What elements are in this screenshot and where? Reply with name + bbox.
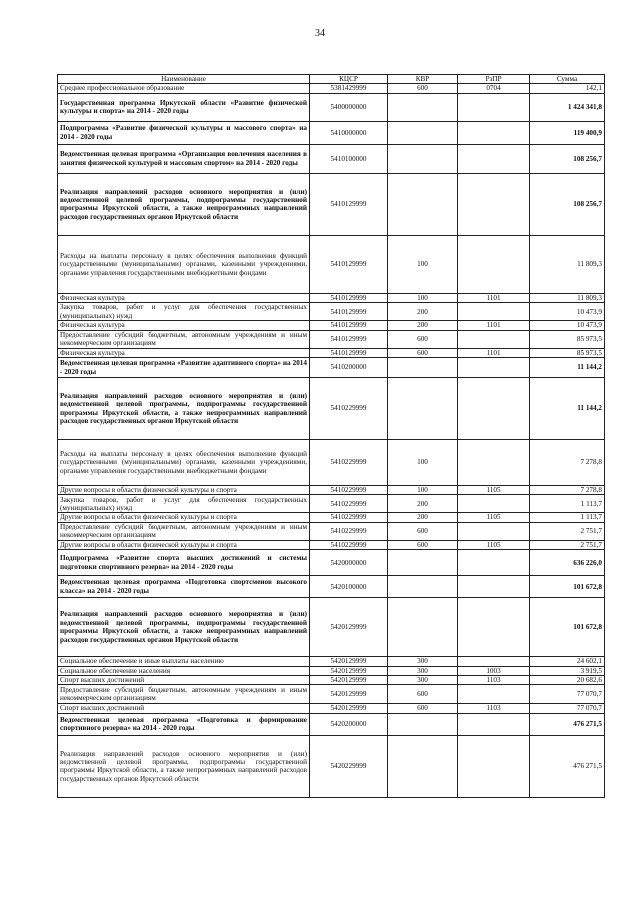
- row-kvr: [388, 358, 458, 378]
- row-rzpr: [458, 657, 530, 666]
- row-name: Физическая культура: [58, 293, 310, 302]
- row-name: Подпрограмма «Развитие спорта высших достижений и системы подготовки спортивного резерва» на 2014 - 2020 годы: [58, 550, 310, 576]
- header-kvr: КВР: [388, 75, 458, 84]
- row-rzpr: 1105: [458, 540, 530, 549]
- row-kcsr: 5410229999: [310, 378, 388, 440]
- row-name: Закупка товаров, работ и услуг для обеспечения государственных (муниципальных) нужд: [58, 495, 310, 513]
- row-rzpr: 0704: [458, 84, 530, 93]
- table-row: [58, 235, 605, 293]
- header-rzpr: РзПР: [458, 75, 530, 84]
- row-kcsr: 5410129999: [310, 303, 388, 321]
- row-sum: 1 113,7: [530, 513, 605, 522]
- table-row: [58, 704, 605, 713]
- row-sum: 3 919,5: [530, 666, 605, 675]
- page-number: 34: [315, 28, 325, 39]
- row-kcsr: 5410129999: [310, 321, 388, 330]
- row-name: Реализация направлений расходов основного мероприятия и (или) ведомственной целевой программы, подпрограммы государственной программы Иркутской области, а также непрограммных направлений расходов государственных органов Иркутской области: [58, 173, 310, 235]
- row-kvr: [388, 713, 458, 735]
- header-name: Наименование: [58, 75, 310, 84]
- row-kvr: 600: [388, 685, 458, 704]
- row-name: Закупка товаров, работ и услуг для обеспечения государственных (муниципальных) нужд: [58, 303, 310, 321]
- table-row: [58, 321, 605, 330]
- table-row: [58, 121, 605, 144]
- row-name: Государственная программа Иркутской области «Развитие физической культуры и спорта» на 2014 - 2020 годы: [58, 93, 310, 121]
- row-kcsr: 5400000000: [310, 93, 388, 121]
- row-name: Расходы на выплаты персоналу в целях обеспечения выполнения функций государственными (муниципальными) органами, казенными учреждениями, органами управления государственными внебюджетными фондами: [58, 440, 310, 486]
- row-kcsr: 5381429999: [310, 84, 388, 93]
- row-name: Предоставление субсидий бюджетным, автономным учреждениям и иным некоммерческим организациям: [58, 330, 310, 348]
- row-sum: 2 751,7: [530, 522, 605, 540]
- row-rzpr: [458, 550, 530, 576]
- row-kcsr: 5420000000: [310, 550, 388, 576]
- header-kcsr: КЦСР: [310, 75, 388, 84]
- row-rzpr: [458, 378, 530, 440]
- row-kcsr: 5410129999: [310, 173, 388, 235]
- table-row: [58, 293, 605, 302]
- row-sum: 7 278,8: [530, 440, 605, 486]
- table-row: [58, 348, 605, 357]
- row-sum: 101 672,8: [530, 576, 605, 598]
- row-name: Спорт высших достижений: [58, 676, 310, 685]
- table-body: [58, 84, 605, 797]
- row-name: Предоставление субсидий бюджетным, автономным учреждениям и иным некоммерческим организациям: [58, 522, 310, 540]
- row-rzpr: [458, 235, 530, 293]
- table-row: [58, 303, 605, 321]
- row-kvr: 100: [388, 486, 458, 495]
- table-row: [58, 486, 605, 495]
- row-rzpr: 1105: [458, 513, 530, 522]
- row-kvr: 300: [388, 676, 458, 685]
- row-sum: 108 256,7: [530, 144, 605, 173]
- row-kvr: 100: [388, 235, 458, 293]
- table-row: [58, 513, 605, 522]
- row-sum: 20 682,6: [530, 676, 605, 685]
- table-row: [58, 576, 605, 598]
- row-name: Подпрограмма «Развитие физической культуры и массового спорта» на 2014 - 2020 годы: [58, 121, 310, 144]
- row-kvr: [388, 378, 458, 440]
- budget-table: [57, 74, 605, 798]
- row-name: Реализация направлений расходов основного мероприятия и (или) ведомственной целевой программы, подпрограммы государственной программы Иркутской области, а также непрограммных направлений расходов государственных органов Иркутской области: [58, 735, 310, 797]
- row-kvr: 600: [388, 348, 458, 357]
- row-sum: 636 226,0: [530, 550, 605, 576]
- row-rzpr: [458, 440, 530, 486]
- table-row: [58, 713, 605, 735]
- row-sum: 11 809,3: [530, 235, 605, 293]
- table-row: [58, 173, 605, 235]
- row-rzpr: [458, 735, 530, 797]
- row-kcsr: 5410100000: [310, 144, 388, 173]
- row-rzpr: 1101: [458, 348, 530, 357]
- table-row: [58, 378, 605, 440]
- row-kcsr: 5420129999: [310, 704, 388, 713]
- row-sum: 7 278,8: [530, 486, 605, 495]
- row-kcsr: 5410129999: [310, 348, 388, 357]
- row-kvr: 300: [388, 657, 458, 666]
- table-row: [58, 540, 605, 549]
- row-rzpr: [458, 121, 530, 144]
- row-sum: 85 973,5: [530, 348, 605, 357]
- row-kcsr: 5410129999: [310, 330, 388, 348]
- row-rzpr: [458, 576, 530, 598]
- row-rzpr: [458, 522, 530, 540]
- table-header-row: [58, 75, 605, 84]
- row-name: Реализация направлений расходов основного мероприятия и (или) ведомственной целевой программы, подпрограммы государственной программы Иркутской области, а также непрограммных направлений расходов государственных органов Иркутской области: [58, 598, 310, 657]
- row-kvr: 600: [388, 330, 458, 348]
- row-kcsr: 5410129999: [310, 235, 388, 293]
- row-sum: 11 809,3: [530, 293, 605, 302]
- row-kcsr: 5410229999: [310, 540, 388, 549]
- table-row: [58, 657, 605, 666]
- row-kvr: [388, 173, 458, 235]
- row-name: Другие вопросы в области физической культуры и спорта: [58, 540, 310, 549]
- row-sum: 108 256,7: [530, 173, 605, 235]
- row-kcsr: 5410229999: [310, 495, 388, 513]
- table-row: [58, 144, 605, 173]
- row-rzpr: 1003: [458, 666, 530, 675]
- table-row: [58, 522, 605, 540]
- row-name: Ведомственная целевая программа «Подготовка и формирование спортивного резерва» на 2014 - 2020 годы: [58, 713, 310, 735]
- table-row: [58, 685, 605, 704]
- row-kcsr: 5420129999: [310, 598, 388, 657]
- table-row: [58, 735, 605, 797]
- row-kvr: [388, 121, 458, 144]
- row-sum: 85 973,5: [530, 330, 605, 348]
- row-name: Социальное обеспечение населения: [58, 666, 310, 675]
- row-sum: 24 602,1: [530, 657, 605, 666]
- row-name: Физическая культура: [58, 321, 310, 330]
- row-name: Другие вопросы в области физической культуры и спорта: [58, 513, 310, 522]
- table-row: [58, 440, 605, 486]
- header-sum: Сумма: [530, 75, 605, 84]
- row-kcsr: 5410229999: [310, 522, 388, 540]
- row-rzpr: 1103: [458, 704, 530, 713]
- row-name: Реализация направлений расходов основного мероприятия и (или) ведомственной целевой программы, подпрограммы государственной программы Иркутской области, а также непрограммных направлений расходов государственных органов Иркутской области: [58, 378, 310, 440]
- row-kvr: [388, 93, 458, 121]
- row-kcsr: 5410229999: [310, 486, 388, 495]
- row-rzpr: 1105: [458, 486, 530, 495]
- row-name: Среднее профессиональное образование: [58, 84, 310, 93]
- table-row: [58, 666, 605, 675]
- row-kcsr: 5420129999: [310, 685, 388, 704]
- row-name: Ведомственная целевая программа «Подготовка спортсменов высокого класса» на 2014 - 2020 годы: [58, 576, 310, 598]
- table-row: [58, 358, 605, 378]
- row-kvr: 600: [388, 704, 458, 713]
- row-sum: 77 070,7: [530, 704, 605, 713]
- row-name: Предоставление субсидий бюджетным, автономным учреждениям и иным некоммерческим организациям: [58, 685, 310, 704]
- row-kvr: 600: [388, 540, 458, 549]
- row-rzpr: [458, 685, 530, 704]
- row-kcsr: 5410129999: [310, 293, 388, 302]
- row-kvr: 200: [388, 513, 458, 522]
- row-name: Ведомственная целевая программа «Организация вовлечения населения в занятия физической культурой и массовым спортом» на 2014 - 2020 годы: [58, 144, 310, 173]
- table-row: [58, 84, 605, 93]
- row-kcsr: 5410000000: [310, 121, 388, 144]
- row-kcsr: 5420229999: [310, 735, 388, 797]
- row-rzpr: [458, 330, 530, 348]
- row-kcsr: 5420129999: [310, 657, 388, 666]
- row-rzpr: [458, 173, 530, 235]
- row-rzpr: [458, 144, 530, 173]
- row-rzpr: [458, 713, 530, 735]
- row-sum: 77 070,7: [530, 685, 605, 704]
- row-sum: 1 113,7: [530, 495, 605, 513]
- row-sum: 476 271,5: [530, 735, 605, 797]
- row-kvr: [388, 550, 458, 576]
- row-kcsr: 5410200000: [310, 358, 388, 378]
- row-rzpr: [458, 358, 530, 378]
- row-kvr: 100: [388, 440, 458, 486]
- row-sum: 11 144,2: [530, 358, 605, 378]
- table-row: [58, 676, 605, 685]
- row-name: Физическая культура: [58, 348, 310, 357]
- row-kcsr: 5420129999: [310, 676, 388, 685]
- row-kvr: 600: [388, 84, 458, 93]
- row-rzpr: 1101: [458, 321, 530, 330]
- row-sum: 142,1: [530, 84, 605, 93]
- table-row: [58, 598, 605, 657]
- row-name: Ведомственная целевая программа «Развитие адаптивного спорта» на 2014 - 2020 годы: [58, 358, 310, 378]
- row-rzpr: [458, 495, 530, 513]
- row-kvr: 200: [388, 495, 458, 513]
- row-sum: 476 271,5: [530, 713, 605, 735]
- row-rzpr: [458, 598, 530, 657]
- row-rzpr: 1101: [458, 293, 530, 302]
- table-row: [58, 495, 605, 513]
- row-name: Расходы на выплаты персоналу в целях обеспечения выполнения функций государственными (муниципальными) органами, казенными учреждениями, органами управления государственными внебюджетными фондами: [58, 235, 310, 293]
- row-rzpr: 1103: [458, 676, 530, 685]
- row-kcsr: 5410229999: [310, 513, 388, 522]
- row-name: Социальное обеспечение и иные выплаты населению: [58, 657, 310, 666]
- row-kvr: [388, 576, 458, 598]
- row-sum: 2 751,7: [530, 540, 605, 549]
- table-row: [58, 93, 605, 121]
- row-kvr: 300: [388, 666, 458, 675]
- row-kcsr: 5420200000: [310, 713, 388, 735]
- row-kvr: 100: [388, 293, 458, 302]
- table-row: [58, 550, 605, 576]
- row-sum: 10 473,9: [530, 303, 605, 321]
- row-name: Другие вопросы в области физической культуры и спорта: [58, 486, 310, 495]
- row-name: Спорт высших достижений: [58, 704, 310, 713]
- row-kvr: 200: [388, 303, 458, 321]
- row-kvr: [388, 598, 458, 657]
- row-sum: 10 473,9: [530, 321, 605, 330]
- row-sum: 119 400,9: [530, 121, 605, 144]
- row-kvr: 600: [388, 522, 458, 540]
- row-sum: 101 672,8: [530, 598, 605, 657]
- row-sum: 11 144,2: [530, 378, 605, 440]
- row-kvr: [388, 144, 458, 173]
- row-kvr: 200: [388, 321, 458, 330]
- row-kvr: [388, 735, 458, 797]
- row-sum: 1 424 341,8: [530, 93, 605, 121]
- row-rzpr: [458, 93, 530, 121]
- table-row: [58, 330, 605, 348]
- row-kcsr: 5420100000: [310, 576, 388, 598]
- row-kcsr: 5410229999: [310, 440, 388, 486]
- row-rzpr: [458, 303, 530, 321]
- row-kcsr: 5420129999: [310, 666, 388, 675]
